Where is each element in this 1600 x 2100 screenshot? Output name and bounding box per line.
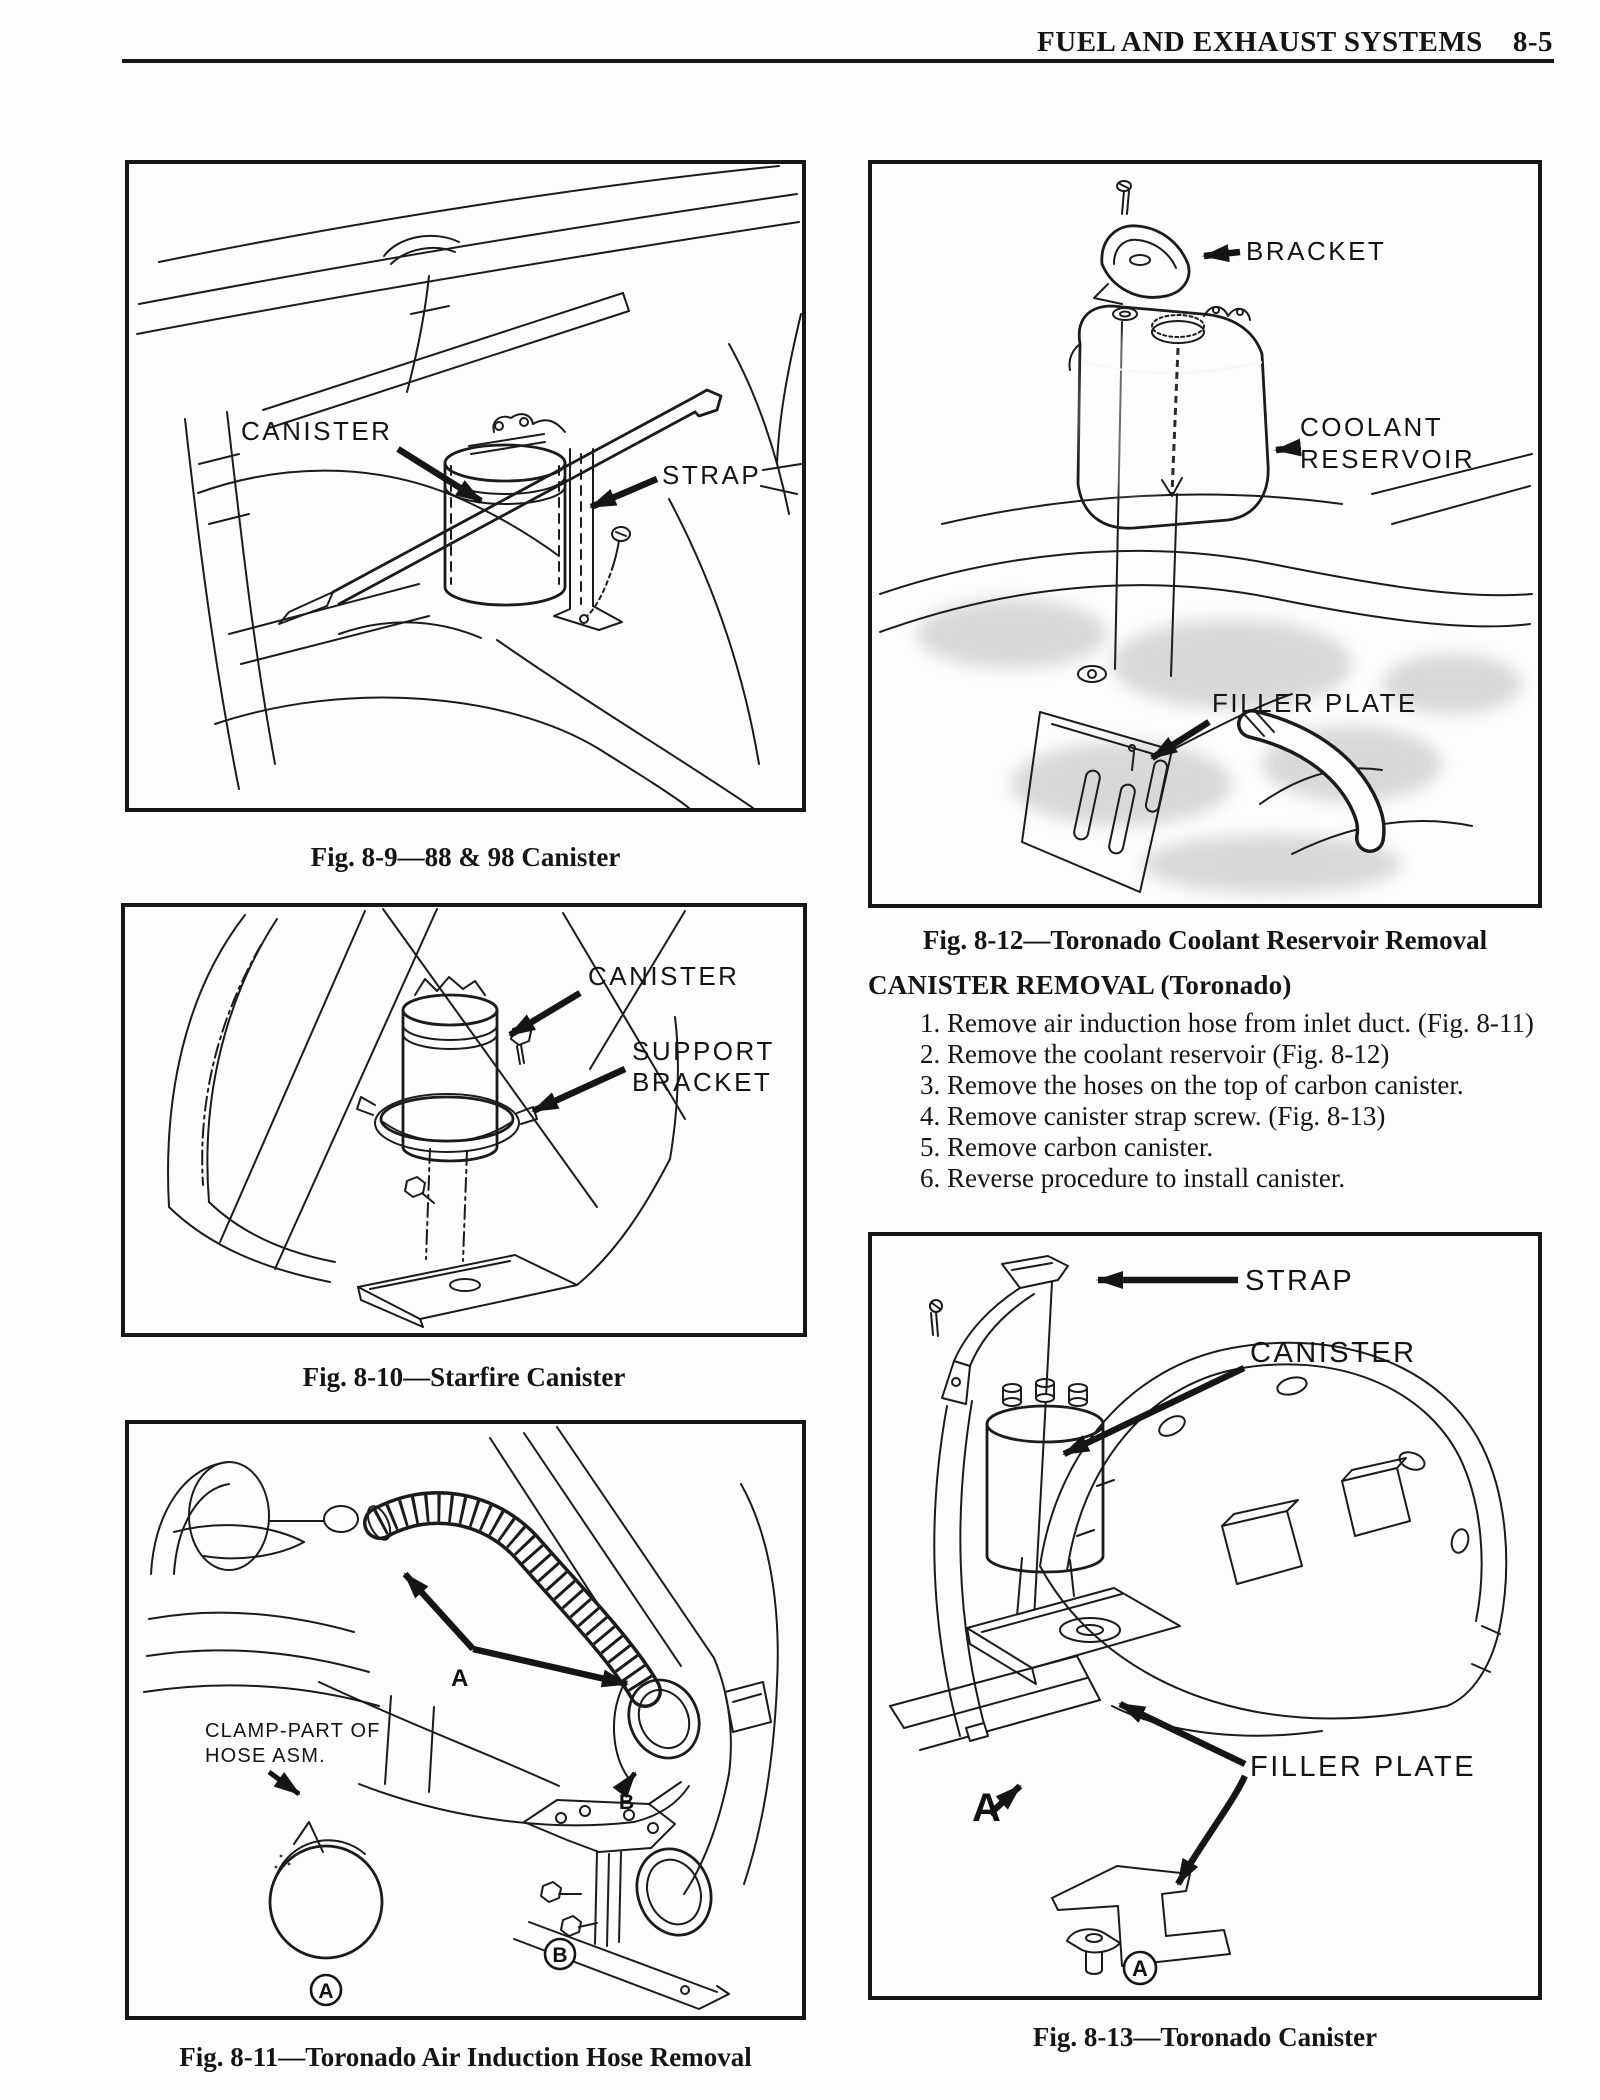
base-plate [358, 1255, 577, 1327]
step-5: 5. Remove carbon canister. [920, 1132, 1214, 1162]
strap-arrow-icon [591, 479, 657, 507]
page-number: 8-5 [1512, 26, 1553, 58]
support-frame [890, 1401, 1180, 1750]
step-4: 4. Remove canister strap screw. (Fig. 8-13) [920, 1101, 1386, 1131]
fig8-9-drawing [129, 164, 802, 808]
clamp-label-line2: HOSE ASM. [205, 1745, 326, 1767]
fig8-13-drawing [872, 1236, 1538, 1996]
step-2: 2. Remove the coolant reservoir (Fig. 8-12) [920, 1039, 1390, 1069]
canister-label: CANISTER [241, 416, 393, 446]
hose-arrow-a-icon [405, 1574, 473, 1649]
figure-8-11 [125, 1420, 806, 2020]
canister-label: CANISTER [588, 961, 740, 991]
strap-label: STRAP [1245, 1265, 1355, 1297]
washer-part [1113, 308, 1137, 320]
page-title: FUEL AND EXHAUST SYSTEMS [1037, 26, 1483, 58]
canister-label: CANISTER [1250, 1337, 1417, 1369]
support-bracket-part [357, 1094, 537, 1261]
bracket-label: BRACKET [1246, 236, 1387, 266]
view-a-letter: A [1132, 1956, 1148, 1981]
section-heading: CANISTER REMOVAL (Toronado) [868, 970, 1292, 1000]
view-a-letter: A [318, 1980, 334, 2003]
step-6: 6. Reverse procedure to install canister. [920, 1163, 1346, 1193]
fig8-11-drawing [129, 1424, 802, 2016]
filler-plate-label: FILLER PLATE [1212, 688, 1418, 718]
canister-arrow-icon [1064, 1368, 1244, 1454]
strap-label: STRAP [662, 460, 762, 490]
figure-8-13 [868, 1232, 1542, 2000]
support-label-line1: SUPPORT [632, 1036, 775, 1066]
support-bracket-arrow-icon [533, 1069, 625, 1111]
fig8-11-caption: Fig. 8-11—Toronado Air Induction Hose Removal [179, 2042, 752, 2072]
duct-bracket-detail [514, 1782, 729, 2009]
engine-bay-shading [917, 599, 1522, 894]
support-label-line2: BRACKET [632, 1067, 773, 1097]
canister-part [445, 414, 565, 605]
canister-removal-section [868, 970, 1546, 1194]
clamp-detail [270, 1822, 382, 1958]
canister-arrow-icon [398, 449, 481, 501]
callout-a: A [972, 1786, 1001, 1830]
wheelhouse-panel [1040, 1343, 1506, 1736]
screw-part [1117, 181, 1131, 214]
step-1: 1. Remove air induction hose from inlet duct. (Fig. 8-11) [920, 1008, 1534, 1038]
bracket-arrow-icon [1204, 252, 1240, 256]
air-induction-hose [363, 1503, 645, 1691]
figure-8-9 [125, 160, 806, 812]
fig8-12-drawing [872, 164, 1538, 904]
canister-arrow-icon [510, 993, 580, 1035]
page-header [1037, 26, 1553, 59]
figure-8-10 [121, 903, 807, 1337]
screw-part [930, 1300, 942, 1336]
figure-8-12 [868, 160, 1542, 908]
fig8-10-drawing [125, 907, 803, 1333]
step-3: 3. Remove the hoses on the top of carbon canister. [920, 1070, 1464, 1100]
callout-a: A [451, 1665, 469, 1692]
callout-b: B [619, 1791, 635, 1814]
header-divider [122, 59, 1554, 63]
view-b-letter: B [552, 1944, 568, 1967]
fig8-13-caption: Fig. 8-13—Toronado Canister [1032, 2022, 1378, 2052]
filler-plate-arrow-down-icon [1178, 1776, 1245, 1884]
canister-part [403, 977, 497, 1161]
clamp-arrow-icon [269, 1772, 299, 1794]
filler-plate-label: FILLER PLATE [1250, 1751, 1477, 1783]
fig8-9-caption: Fig. 8-9—88 & 98 Canister [310, 842, 621, 872]
coolant-label-line2: RESERVOIR [1300, 444, 1476, 474]
coolant-arrow-icon [1276, 448, 1296, 450]
coolant-label-line1: COOLANT [1300, 412, 1444, 442]
bracket-part [1094, 226, 1189, 304]
fig8-10-caption: Fig. 8-10—Starfire Canister [302, 1362, 626, 1392]
clamp-label-line1: CLAMP-PART OF [205, 1720, 381, 1742]
fig8-12-caption: Fig. 8-12—Toronado Coolant Reservoir Removal [922, 925, 1488, 955]
strap-part [942, 1256, 1068, 1656]
